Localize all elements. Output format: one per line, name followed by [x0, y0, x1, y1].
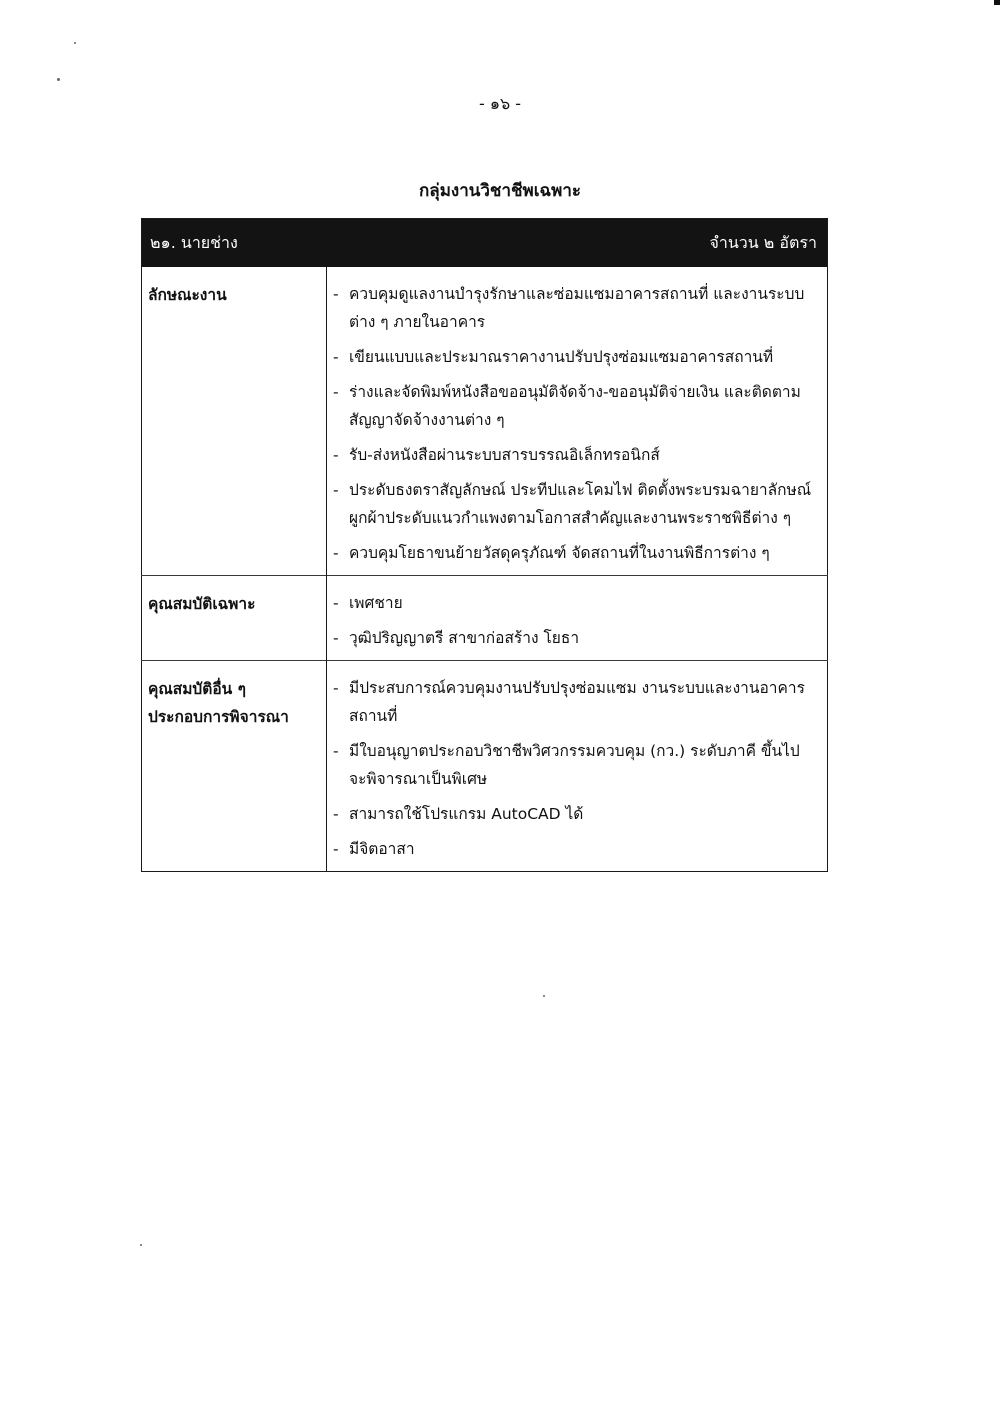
list-item: - ควบคุมดูแลงานบำรุงรักษาและซ่อมแซมอาคารสถานที่ และงานระบบต่าง ๆ ภายในอาคาร [333, 280, 813, 336]
row-content [327, 576, 828, 661]
scan-speck [57, 78, 60, 81]
position-quota: จำนวน ๒ อัตรา [327, 219, 828, 268]
row-label-line: ประกอบการพิจารณา [148, 708, 289, 726]
scan-speck [543, 995, 545, 997]
row-label [142, 661, 327, 872]
bullet-dash: - [333, 481, 339, 499]
scan-speck [74, 42, 76, 44]
bullet-dash: - [333, 348, 339, 366]
row-label-line: คุณสมบัติอื่น ๆ [148, 680, 246, 698]
table-header-row [142, 219, 828, 268]
list-item: - มีใบอนุญาตประกอบวิชาชีพวิศวกรรมควบคุม (กว.) ระดับภาคี ขึ้นไป จะพิจารณาเป็นพิเศษ [333, 737, 813, 793]
page-number: - ๑๖ - [478, 94, 522, 113]
row-label [142, 267, 327, 576]
bullet-dash: - [333, 285, 339, 303]
row-content [327, 267, 828, 576]
list-item: - วุฒิปริญญาตรี สาขาก่อสร้าง โยธา [333, 624, 813, 652]
row-label [142, 576, 327, 661]
row-content [327, 661, 828, 872]
list-item: - ควบคุมโยธาขนย้ายวัสดุครุภัณฑ์ จัดสถานที่ในงานพิธีการต่าง ๆ [333, 539, 813, 567]
table-row-job-characteristics [142, 267, 828, 576]
job-description-table [141, 218, 828, 872]
table-row-specific-qualifications [142, 576, 828, 661]
list-item: - มีประสบการณ์ควบคุมงานปรับปรุงซ่อมแซม งานระบบและงานอาคารสถานที่ [333, 674, 813, 730]
bullet-dash: - [333, 383, 339, 401]
list-item: - รับ-ส่งหนังสือผ่านระบบสารบรรณอิเล็กทรอนิกส์ [333, 441, 813, 469]
bullet-dash: - [333, 446, 339, 464]
list-item: - ประดับธงตราสัญลักษณ์ ประทีปและโคมไฟ ติดตั้งพระบรมฉายาลักษณ์ ผูกผ้าประดับแนวกำแพงตามโอกาสสำคัญและงานพระราชพิธีต่าง ๆ [333, 476, 813, 532]
scan-speck [140, 1244, 142, 1246]
row-label-line: คุณสมบัติเฉพาะ [148, 595, 256, 613]
list-item: - มีจิตอาสา [333, 835, 813, 863]
list-item: - เพศชาย [333, 589, 813, 617]
bullet-dash: - [333, 679, 339, 697]
list-item: - เขียนแบบและประมาณราคางานปรับปรุงซ่อมแซมอาคารสถานที่ [333, 343, 813, 371]
position-title: ๒๑. นายช่าง [142, 219, 327, 268]
list-item: - ร่างและจัดพิมพ์หนังสือขออนุมัติจัดจ้าง-ขออนุมัติจ่ายเงิน และติดตามสัญญาจัดจ้างงานต่าง ๆ [333, 378, 813, 434]
table-row-other-qualifications [142, 661, 828, 872]
list-item: - สามารถใช้โปรแกรม AutoCAD ได้ [333, 800, 813, 828]
bullet-dash: - [333, 629, 339, 647]
row-label-line: ลักษณะงาน [148, 286, 227, 304]
bullet-dash: - [333, 594, 339, 612]
bullet-dash: - [333, 805, 339, 823]
bullet-dash: - [333, 544, 339, 562]
bullet-dash: - [333, 840, 339, 858]
scan-edge-mark [994, 0, 1000, 5]
bullet-dash: - [333, 742, 339, 760]
section-title: กลุ่มงานวิชาชีพเฉพาะ [418, 181, 582, 201]
